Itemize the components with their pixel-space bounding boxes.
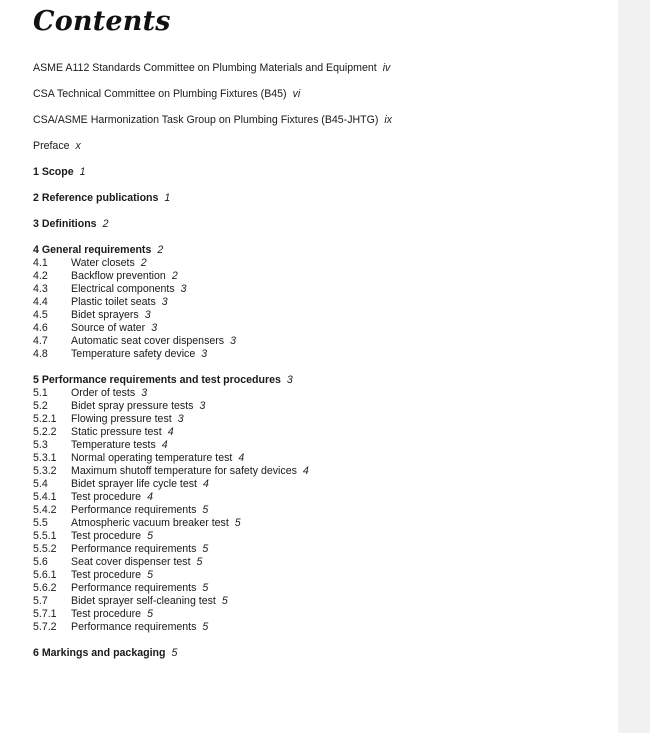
toc-subclause-number: 5.6 (33, 556, 48, 568)
toc-front-entry[interactable] (33, 114, 603, 127)
toc-subclause-number: 4.1 (33, 257, 48, 269)
toc-subclause-title: Water closets (71, 257, 135, 269)
toc-front-entry[interactable] (33, 62, 603, 75)
toc-subclause-title: Performance requirements (71, 543, 197, 555)
toc-subclause-number: 4.3 (33, 283, 48, 295)
toc-clause-title: 2 Reference publications (33, 192, 159, 204)
toc-page-number: 5 (196, 556, 203, 568)
toc-page-number: 3 (201, 348, 208, 360)
toc-subclause-number: 4.6 (33, 322, 48, 334)
toc-page-number: 3 (161, 296, 168, 308)
toc-page-number: 4 (238, 452, 245, 464)
toc-clause-heading[interactable] (33, 218, 603, 231)
toc-subclause-number: 5.5 (33, 517, 48, 529)
toc-subclause-number: 4.5 (33, 309, 48, 321)
toc-subclause-number: 5.3 (33, 439, 48, 451)
toc-subclause[interactable] (33, 556, 603, 569)
toc-subclause[interactable] (33, 270, 603, 283)
toc-page-number: 4 (147, 491, 153, 503)
toc-page-number: 3 (199, 400, 206, 412)
toc-subclause-title: Backflow prevention (71, 270, 166, 282)
toc-page-number: 4 (302, 465, 309, 477)
toc-subclause[interactable] (33, 348, 603, 361)
toc-subclause-title: Automatic seat cover dispensers (71, 335, 225, 347)
toc-page-number: 3 (180, 283, 187, 295)
toc-page-number: 5 (147, 569, 153, 581)
toc-subclause-number: 5.7 (33, 595, 48, 607)
toc-subclause-title-wrap (71, 309, 151, 322)
toc-subclause-title-wrap (71, 335, 236, 348)
toc-subclause-title: Bidet sprayers (71, 309, 139, 321)
toc-clause-title: 6 Markings and packaging (33, 647, 166, 659)
toc-entry-title: CSA Technical Committee on Plumbing Fixtures (B45) (33, 88, 287, 100)
toc-subclause-number: 4.2 (33, 270, 48, 282)
toc-subclause-number: 5.6.1 (33, 569, 57, 581)
toc-subclause-number: 4.7 (33, 335, 48, 347)
toc-subclause[interactable] (33, 257, 603, 270)
toc-subclause-title-wrap (71, 452, 244, 465)
toc-subclause-title: Performance requirements (71, 582, 197, 594)
toc-subclause[interactable] (33, 530, 603, 543)
toc-page-number: 5 (202, 621, 209, 633)
toc-subclause[interactable] (33, 413, 603, 426)
toc-subclause-title: Maximum shutoff temperature for safety devices (71, 465, 297, 477)
toc-clause-title: 3 Definitions (33, 218, 97, 230)
toc-page-number: 5 (147, 608, 153, 620)
toc-subclause-title-wrap (71, 582, 208, 595)
toc-subclause-title: Test procedure (71, 608, 142, 620)
toc-subclause[interactable] (33, 296, 603, 309)
toc-page-number: vi (292, 88, 301, 100)
toc-entry-title: CSA/ASME Harmonization Task Group on Plumbing Fixtures (B45-JHTG) (33, 114, 379, 126)
toc-page-number: 3 (141, 387, 148, 399)
toc-subclause[interactable] (33, 491, 603, 504)
toc-subclause-title: Test procedure (71, 530, 142, 542)
toc-subclause-number: 5.7.1 (33, 608, 57, 620)
toc-clause (33, 647, 603, 660)
toc-entry-title: Preface (33, 140, 70, 152)
toc-subclause-number: 5.2 (33, 400, 48, 412)
toc-subclause-title-wrap (71, 283, 187, 296)
toc-clause-heading[interactable] (33, 647, 603, 660)
toc-subclause[interactable] (33, 452, 603, 465)
toc-page-number: 2 (102, 218, 109, 230)
toc-subclause[interactable] (33, 426, 603, 439)
toc-page-number: 1 (79, 166, 86, 178)
table-of-contents (33, 62, 603, 673)
toc-subclause[interactable] (33, 400, 603, 413)
toc-subclause[interactable] (33, 322, 603, 335)
toc-subclause-number: 5.3.1 (33, 452, 57, 464)
toc-subclause[interactable] (33, 621, 603, 634)
toc-page-number: 5 (221, 595, 228, 607)
toc-clause-heading[interactable] (33, 374, 603, 387)
toc-subclause-title: Flowing pressure test (71, 413, 172, 425)
toc-subclause[interactable] (33, 309, 603, 322)
page-title: Contents (33, 6, 171, 37)
toc-subclause[interactable] (33, 478, 603, 491)
toc-page-number: 4 (203, 478, 209, 490)
toc-clause-heading[interactable] (33, 244, 603, 257)
toc-subclause-title-wrap (71, 556, 202, 569)
toc-clause-title: 5 Performance requirements and test procedures (33, 374, 281, 386)
toc-subclause[interactable] (33, 569, 603, 582)
toc-page-number: 1 (164, 192, 171, 204)
toc-subclause-number: 5.4 (33, 478, 48, 490)
toc-subclause-title-wrap (71, 322, 157, 335)
toc-subclause-title-wrap (71, 569, 153, 582)
toc-subclause[interactable] (33, 517, 603, 530)
toc-subclause[interactable] (33, 439, 603, 452)
toc-subclause-number: 5.4.2 (33, 504, 57, 516)
toc-subclause-title: Test procedure (71, 569, 142, 581)
toc-page-number: 4 (161, 439, 168, 451)
toc-subclause-number: 5.4.1 (33, 491, 57, 503)
toc-subclause-title: Plastic toilet seats (71, 296, 156, 308)
toc-subclause-title: Electrical components (71, 283, 175, 295)
toc-subclause-title-wrap (71, 270, 178, 283)
toc-page-number: 5 (171, 647, 178, 659)
toc-clause-title: 4 General requirements (33, 244, 152, 256)
toc-subclause-title-wrap (71, 257, 147, 270)
toc-subclause[interactable] (33, 582, 603, 595)
toc-subclause-title-wrap (71, 491, 153, 504)
toc-clause (33, 374, 603, 634)
toc-entry-title: ASME A112 Standards Committee on Plumbing Materials and Equipment (33, 62, 377, 74)
toc-subclause-number: 5.2.2 (33, 426, 57, 438)
toc-subclause-title: Temperature safety device (71, 348, 196, 360)
toc-subclause-number: 5.3.2 (33, 465, 57, 477)
toc-page-number: 3 (151, 322, 158, 334)
toc-subclause[interactable] (33, 504, 603, 517)
toc-front-entry[interactable] (33, 140, 603, 153)
toc-subclause-title: Performance requirements (71, 621, 197, 633)
toc-subclause-number: 5.2.1 (33, 413, 57, 425)
toc-page-number: 2 (157, 244, 164, 256)
toc-subclause-title-wrap (71, 621, 208, 634)
toc-subclause[interactable] (33, 608, 603, 621)
toc-page-number: 4 (167, 426, 174, 438)
toc-subclause-number: 5.5.1 (33, 530, 57, 542)
toc-page-number: 5 (147, 530, 153, 542)
toc-page-number: iv (382, 62, 391, 74)
toc-subclause-title-wrap (71, 517, 241, 530)
toc-subclause-number: 5.1 (33, 387, 48, 399)
toc-front-entry[interactable] (33, 88, 603, 101)
toc-subclause-title: Normal operating temperature test (71, 452, 233, 464)
toc-subclause-number: 4.4 (33, 296, 48, 308)
toc-subclause-title: Order of tests (71, 387, 136, 399)
toc-page-number: 2 (140, 257, 147, 269)
toc-page-number: 3 (286, 374, 293, 386)
toc-subclause-title-wrap (71, 608, 153, 621)
toc-subclause-number: 5.5.2 (33, 543, 57, 555)
toc-page-number: 3 (177, 413, 184, 425)
toc-subclause-title-wrap (71, 439, 168, 452)
toc-subclause-title-wrap (71, 296, 168, 309)
toc-subclause-number: 5.7.2 (33, 621, 57, 633)
toc-clause-heading[interactable] (33, 192, 603, 205)
toc-subclause[interactable] (33, 543, 603, 556)
toc-subclause-title-wrap (71, 543, 208, 556)
toc-subclause-title-wrap (71, 400, 205, 413)
toc-subclause-title: Performance requirements (71, 504, 197, 516)
toc-subclause-title-wrap (71, 413, 184, 426)
toc-subclause-title-wrap (71, 426, 174, 439)
toc-subclause-title: Atmospheric vacuum breaker test (71, 517, 229, 529)
toc-subclause-number: 5.6.2 (33, 582, 57, 594)
toc-subclause-title: Test procedure (71, 491, 142, 503)
toc-subclause-title: Bidet sprayer life cycle test (71, 478, 197, 490)
toc-subclause[interactable] (33, 335, 603, 348)
toc-clause (33, 166, 603, 179)
toc-clause (33, 192, 603, 205)
toc-subclause-title: Bidet sprayer self-cleaning test (71, 595, 216, 607)
toc-subclause-title-wrap (71, 465, 309, 478)
toc-subclause[interactable] (33, 387, 603, 400)
toc-clause (33, 244, 603, 361)
toc-subclause-title: Static pressure test (71, 426, 162, 438)
toc-subclause[interactable] (33, 595, 603, 608)
toc-page-number: 5 (202, 504, 209, 516)
toc-subclause-title-wrap (71, 387, 147, 400)
toc-page-number: 3 (144, 309, 151, 321)
toc-subclause-title-wrap (71, 595, 228, 608)
toc-page-number: ix (384, 114, 393, 126)
toc-page-number: 5 (202, 543, 209, 555)
toc-subclause[interactable] (33, 283, 603, 296)
toc-subclause-title: Bidet spray pressure tests (71, 400, 194, 412)
toc-subclause-title-wrap (71, 504, 208, 517)
toc-subclause-number: 4.8 (33, 348, 48, 360)
toc-subclause[interactable] (33, 465, 603, 478)
toc-subclause-title-wrap (71, 530, 153, 543)
toc-subclause-title: Source of water (71, 322, 146, 334)
toc-page-number: 5 (234, 517, 241, 529)
toc-subclause-title-wrap (71, 478, 209, 491)
toc-page-number: 3 (230, 335, 236, 347)
viewer-side-panel (618, 0, 650, 733)
toc-subclause-title: Temperature tests (71, 439, 156, 451)
toc-page-number: x (75, 140, 81, 152)
toc-page-number: 5 (202, 582, 209, 594)
toc-clause-heading[interactable] (33, 166, 603, 179)
toc-page-number: 2 (171, 270, 178, 282)
toc-clause-title: 1 Scope (33, 166, 74, 178)
toc-clause (33, 218, 603, 231)
toc-subclause-title: Seat cover dispenser test (71, 556, 191, 568)
toc-subclause-title-wrap (71, 348, 207, 361)
